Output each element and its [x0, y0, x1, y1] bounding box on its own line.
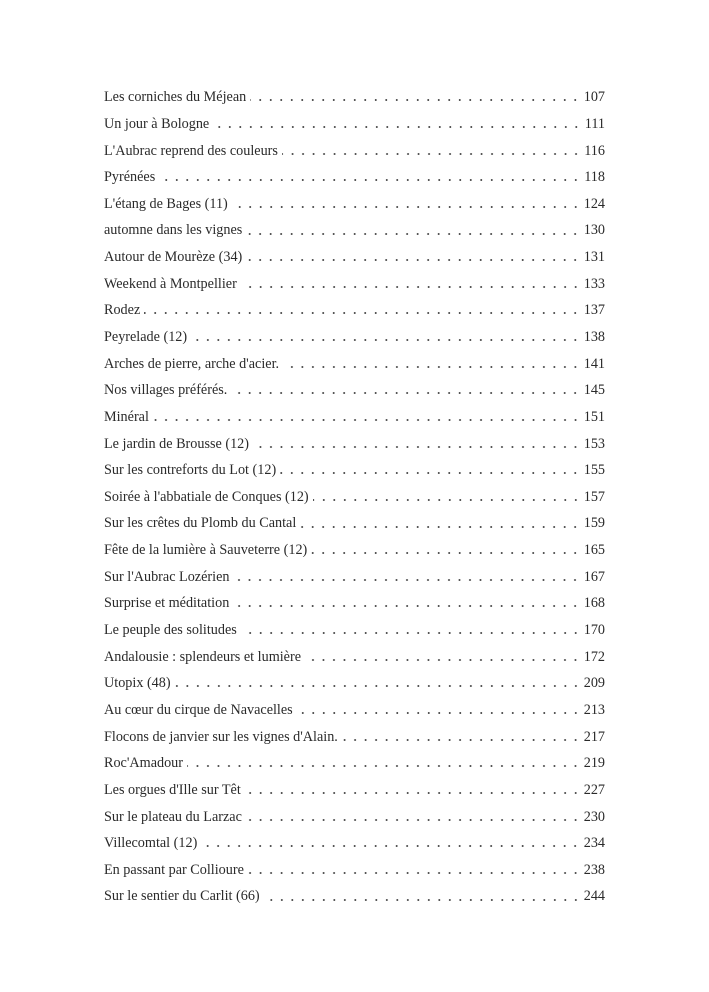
- toc-entry-page: 155: [583, 462, 605, 479]
- toc-entry-title: Soirée à l'abbatiale de Conques (12): [104, 488, 309, 505]
- toc-entry-page: 165: [583, 542, 605, 559]
- dot-leader: [305, 655, 581, 665]
- toc-entry[interactable]: [104, 297, 605, 324]
- toc-entry-page: 107: [583, 89, 605, 106]
- dot-leader: [264, 895, 581, 905]
- toc-entry[interactable]: [104, 377, 605, 404]
- dot-leader: [187, 761, 581, 771]
- dot-leader: [283, 362, 581, 372]
- toc-entry[interactable]: [104, 857, 605, 884]
- toc-entry-title: Weekend à Montpellier: [104, 275, 237, 292]
- toc-entry-page: 219: [583, 755, 605, 772]
- toc-entry[interactable]: [104, 137, 605, 164]
- toc-entry-page: 157: [583, 488, 605, 505]
- dot-leader: [232, 202, 581, 212]
- toc-entry-title: L'étang de Bages (11): [104, 195, 228, 212]
- toc-entry-page: 111: [584, 115, 605, 132]
- toc-entry-title: Rodez: [104, 302, 141, 319]
- toc-entry-title: Sur l'Aubrac Lozérien: [104, 568, 230, 585]
- toc-entry-title: Sur les contreforts du Lot (12): [104, 462, 277, 479]
- toc-entry-page: 168: [583, 595, 605, 612]
- dot-leader: [246, 815, 581, 825]
- dot-leader: [245, 788, 581, 798]
- toc-entry[interactable]: [104, 723, 605, 750]
- toc-entry-title: Le jardin de Brousse (12): [104, 435, 249, 452]
- toc-entry[interactable]: [104, 430, 605, 457]
- toc-entry[interactable]: [104, 324, 605, 351]
- toc-entry-title: Sur le sentier du Carlit (66): [104, 888, 260, 905]
- toc-entry-title: Nos villages préférés.: [104, 382, 228, 399]
- dot-leader: [246, 255, 580, 265]
- toc-entry-page: 137: [583, 302, 605, 319]
- toc-entry-page: 238: [583, 861, 605, 878]
- toc-entry-title: Surprise et méditation: [104, 595, 230, 612]
- toc-entry[interactable]: [104, 457, 605, 484]
- toc-entry-title: Utopix (48): [104, 675, 171, 692]
- toc-entry-page: 234: [583, 835, 605, 852]
- dot-leader: [342, 735, 581, 745]
- dot-leader: [201, 841, 580, 851]
- toc-entry-title: En passant par Collioure: [104, 861, 244, 878]
- toc-entry[interactable]: [104, 670, 605, 697]
- toc-entry[interactable]: [104, 164, 605, 191]
- toc-entry-title: Minéral: [104, 408, 149, 425]
- toc-entry-page: 159: [583, 515, 605, 532]
- toc-entry[interactable]: [104, 404, 605, 431]
- toc-entry-page: 116: [584, 142, 605, 159]
- dot-leader: [144, 308, 580, 318]
- toc-entry-page: 131: [583, 249, 605, 266]
- toc-entry-page: 145: [583, 382, 605, 399]
- dot-leader: [153, 415, 581, 425]
- toc-entry[interactable]: [104, 111, 605, 138]
- toc-entry[interactable]: [104, 697, 605, 724]
- dot-leader: [246, 229, 580, 239]
- dot-leader: [300, 522, 580, 532]
- toc-entry-page: 138: [583, 328, 605, 345]
- toc-entry-page: 217: [583, 728, 605, 745]
- toc-entry[interactable]: [104, 270, 605, 297]
- toc-entry-page: 133: [583, 275, 605, 292]
- dot-leader: [282, 149, 581, 159]
- toc-entry[interactable]: [104, 617, 605, 644]
- toc-entry-title: Le peuple des solitudes: [104, 622, 237, 639]
- dot-leader: [213, 122, 582, 132]
- toc-entry-page: 124: [583, 195, 605, 212]
- toc-entry-title: Arches de pierre, arche d'acier.: [104, 355, 280, 372]
- dot-leader: [311, 548, 580, 558]
- toc-entry-title: Roc'Amadour: [104, 755, 183, 772]
- dot-leader: [175, 681, 581, 691]
- dot-leader: [233, 601, 580, 611]
- toc-entry-title: Les orgues d'Ille sur Têt: [104, 781, 241, 798]
- toc-entry[interactable]: [104, 803, 605, 830]
- toc-entry-page: 167: [583, 568, 605, 585]
- toc-entry[interactable]: [104, 590, 605, 617]
- toc-entry-page: 141: [583, 355, 605, 372]
- dot-leader: [241, 628, 581, 638]
- dot-leader: [297, 708, 581, 718]
- toc-entry-title: L'Aubrac reprend des couleurs: [104, 142, 278, 159]
- dot-leader: [241, 282, 581, 292]
- toc-entry-title: Sur le plateau du Larzac: [104, 808, 242, 825]
- toc-entry-page: 130: [583, 222, 605, 239]
- dot-leader: [253, 442, 581, 452]
- dot-leader: [280, 468, 581, 478]
- toc-entry[interactable]: [104, 643, 605, 670]
- toc-entry-title: Fête de la lumière à Sauveterre (12): [104, 542, 308, 559]
- toc-entry-title: Peyrelade (12): [104, 328, 188, 345]
- dot-leader: [313, 495, 581, 505]
- toc-entry-title: Au cœur du cirque de Navacelles: [104, 701, 293, 718]
- toc-entry-title: Flocons de janvier sur les vignes d'Alain.: [104, 728, 338, 745]
- toc-entry-title: Les corniches du Méjean: [104, 89, 247, 106]
- toc-entry-page: 209: [583, 675, 605, 692]
- toc-entry[interactable]: [104, 777, 605, 804]
- toc-entry[interactable]: [104, 510, 605, 537]
- toc-entry-title: automne dans les vignes: [104, 222, 243, 239]
- dot-leader: [248, 868, 581, 878]
- toc-entry-page: 244: [583, 888, 605, 905]
- toc-entry-title: Autour de Mourèze (34): [104, 249, 243, 266]
- toc-entry-page: 213: [583, 701, 605, 718]
- dot-leader: [250, 95, 581, 105]
- toc-entry[interactable]: [104, 564, 605, 591]
- toc-entry-title: Villecomtal (12): [104, 835, 198, 852]
- toc-entry[interactable]: [104, 350, 605, 377]
- toc-entry[interactable]: [104, 537, 605, 564]
- toc-entry-page: 151: [583, 408, 605, 425]
- dot-leader: [233, 575, 580, 585]
- toc-entry-title: Un jour à Bologne: [104, 115, 210, 132]
- toc-entry[interactable]: [104, 750, 605, 777]
- toc-entry[interactable]: [104, 830, 605, 857]
- toc-entry-page: 227: [583, 781, 605, 798]
- dot-leader: [159, 175, 581, 185]
- toc-entry-page: 118: [584, 169, 605, 186]
- toc-entry-title: Sur les crêtes du Plomb du Cantal: [104, 515, 297, 532]
- toc-entry-page: 170: [583, 622, 605, 639]
- toc-entry[interactable]: [104, 191, 605, 218]
- toc-entry-page: 172: [583, 648, 605, 665]
- toc-entry-title: Pyrénées: [104, 169, 156, 186]
- toc-entry[interactable]: [104, 883, 605, 910]
- toc-entry[interactable]: [104, 244, 605, 271]
- dot-leader: [231, 388, 580, 398]
- toc-entry-page: 153: [583, 435, 605, 452]
- table-of-contents: [104, 84, 605, 910]
- toc-entry[interactable]: [104, 217, 605, 244]
- dot-leader: [191, 335, 581, 345]
- toc-entry[interactable]: [104, 84, 605, 111]
- toc-entry-title: Andalousie : splendeurs et lumière: [104, 648, 301, 665]
- toc-entry[interactable]: [104, 484, 605, 511]
- toc-entry-page: 230: [583, 808, 605, 825]
